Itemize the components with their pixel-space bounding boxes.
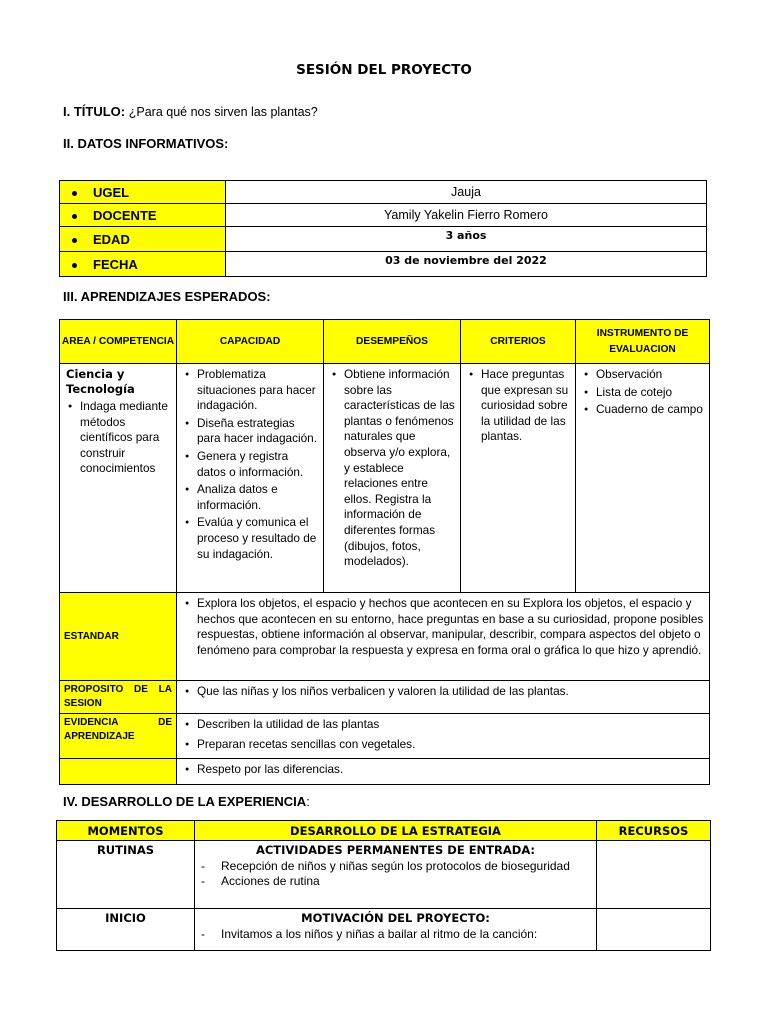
estandar-cell <box>177 593 710 681</box>
capacidad-item: ● Analiza datos e información. <box>180 482 320 513</box>
datos-label: DOCENTE <box>93 207 157 223</box>
evidencia-row <box>60 714 710 759</box>
desarrollo-table <box>56 820 711 951</box>
datos-label-cell <box>60 181 226 204</box>
bullet-icon <box>72 238 77 243</box>
evidencia-label: EVIDENCIA DE APRENDIZAJE <box>60 714 177 759</box>
criterio-cell <box>461 364 576 593</box>
bullet-icon <box>72 191 77 196</box>
datos-table <box>59 180 707 277</box>
header-desempenos: DESEMPEÑOS <box>324 320 461 364</box>
instrumento-item: ● Lista de cotejo <box>579 385 706 401</box>
aprendizajes-heading: III. APRENDIZAJES ESPERADOS: <box>63 289 271 304</box>
estrategia-item: - Acciones de rutina <box>201 874 596 889</box>
instrumento-item: ● Cuaderno de campo <box>579 402 706 418</box>
estandar-row <box>60 593 710 681</box>
valor-text: ● Respeto por las diferencias. <box>180 762 706 778</box>
datos-row <box>60 181 707 204</box>
aprendizajes-table <box>59 319 710 785</box>
estrategia-subtitle: ACTIVIDADES PERMANENTES DE ENTRADA: <box>255 843 536 857</box>
datos-label: EDAD <box>93 231 130 247</box>
instrumento-cell <box>576 364 710 593</box>
header-instrumento: INSTRUMENTO DE EVALUACION <box>576 320 710 364</box>
datos-label-cell <box>60 204 226 227</box>
datos-value: Jauja <box>226 181 707 204</box>
datos-value: Yamily Yakelin Fierro Romero <box>226 204 707 227</box>
estrategia-cell <box>195 841 597 909</box>
desempeno-item: ● Obtiene información sobre las características de las plantas o fenómenos naturales que observa y/o explora, y establece relaciones entre ellos. Registra la información de diferentes formas (dibujos, fotos, modelados). <box>327 367 457 570</box>
proposito-cell <box>177 681 710 714</box>
titulo-line <box>63 104 318 119</box>
desarrollo-header-row <box>57 821 711 841</box>
datos-row <box>60 227 707 252</box>
capacidad-item: ● Evalúa y comunica el proceso y resultado de su indagación. <box>180 515 320 562</box>
datos-value: 03 de noviembre del 2022 <box>226 252 707 277</box>
capacidad-cell <box>177 364 324 593</box>
estandar-label: ESTANDAR <box>60 593 177 681</box>
capacidad-item: ● Diseña estrategias para hacer indagación. <box>180 416 320 447</box>
evidencia-cell <box>177 714 710 759</box>
desarrollo-row <box>57 841 711 909</box>
datos-row <box>60 252 707 277</box>
datos-value: 3 años <box>226 227 707 252</box>
valor-row <box>60 759 710 785</box>
datos-label: UGEL <box>93 184 130 200</box>
desarrollo-row <box>57 909 711 951</box>
estandar-text: ● Explora los objetos, el espacio y hechos que acontecen en su Explora los objetos, el espacio y hechos que acontecen en su entorno, hace preguntas en base a su curiosidad, propone posibles respuestas, obtiene información al observar, manipular, describir, compara aspectos del objeto o fenómeno para comprobar la respuesta y expresa en forma oral o gráfica lo que hizo y aprendió. <box>180 596 706 658</box>
momento-cell: INICIO <box>57 909 195 951</box>
desarrollo-heading-colon: : <box>306 794 310 809</box>
page-title: SESIÓN DEL PROYECTO <box>296 62 472 78</box>
area-title: Ciencia y Tecnología <box>66 367 135 396</box>
datos-row <box>60 204 707 227</box>
estrategia-item: - Recepción de niños y niñas según los protocolos de bioseguridad <box>201 859 596 874</box>
estrategia-item: - Invitamos a los niños y niñas a bailar al ritmo de la canción: <box>201 927 596 942</box>
aprendizajes-content-row <box>60 364 710 593</box>
header-capacidad: CAPACIDAD <box>177 320 324 364</box>
aprendizajes-header-row <box>60 320 710 364</box>
datos-label: FECHA <box>93 256 138 272</box>
datos-heading: II. DATOS INFORMATIVOS: <box>63 136 229 151</box>
header-criterios: CRITERIOS <box>461 320 576 364</box>
proposito-label: PROPOSITO DE LA SESION <box>60 681 177 714</box>
capacidad-item: ● Genera y registra datos o información. <box>180 449 320 480</box>
capacidad-item: ● Problematiza situaciones para hacer indagación. <box>180 367 320 414</box>
titulo-value: ¿Para qué nos sirven las plantas? <box>128 105 318 119</box>
desarrollo-heading-text: IV. DESARROLLO DE LA EXPERIENCIA <box>63 794 307 809</box>
datos-label-cell <box>60 252 226 277</box>
proposito-row <box>60 681 710 714</box>
competencia-item: ● Indaga mediante métodos científicos para construir conocimientos <box>63 399 173 477</box>
header-momentos: MOMENTOS <box>57 821 195 841</box>
desarrollo-heading <box>63 794 310 809</box>
desempeno-cell <box>324 364 461 593</box>
header-recursos: RECURSOS <box>597 821 711 841</box>
valor-cell <box>177 759 710 785</box>
bullet-icon <box>72 263 77 268</box>
recursos-cell <box>597 841 711 909</box>
estrategia-cell <box>195 909 597 951</box>
momento-cell: RUTINAS <box>57 841 195 909</box>
area-cell <box>60 364 177 593</box>
header-area: AREA / COMPETENCIA <box>60 320 177 364</box>
evidencia-item: ● Preparan recetas sencillas con vegetales. <box>180 737 706 753</box>
proposito-text: ● Que las niñas y los niños verbalicen y valoren la utilidad de las plantas. <box>180 684 706 700</box>
evidencia-item: ● Describen la utilidad de las plantas <box>180 717 706 733</box>
estrategia-subtitle: MOTIVACIÓN DEL PROYECTO: <box>301 911 490 925</box>
titulo-label: I. TÍTULO: <box>63 104 126 119</box>
bullet-icon <box>72 214 77 219</box>
criterio-item: ● Hace preguntas que expresan su curiosidad sobre la utilidad de las plantas. <box>464 367 572 445</box>
instrumento-item: ● Observación <box>579 367 706 383</box>
datos-label-cell <box>60 227 226 252</box>
recursos-cell <box>597 909 711 951</box>
valor-label-cell <box>60 759 177 785</box>
header-estrategia: DESARROLLO DE LA ESTRATEGIA <box>195 821 597 841</box>
